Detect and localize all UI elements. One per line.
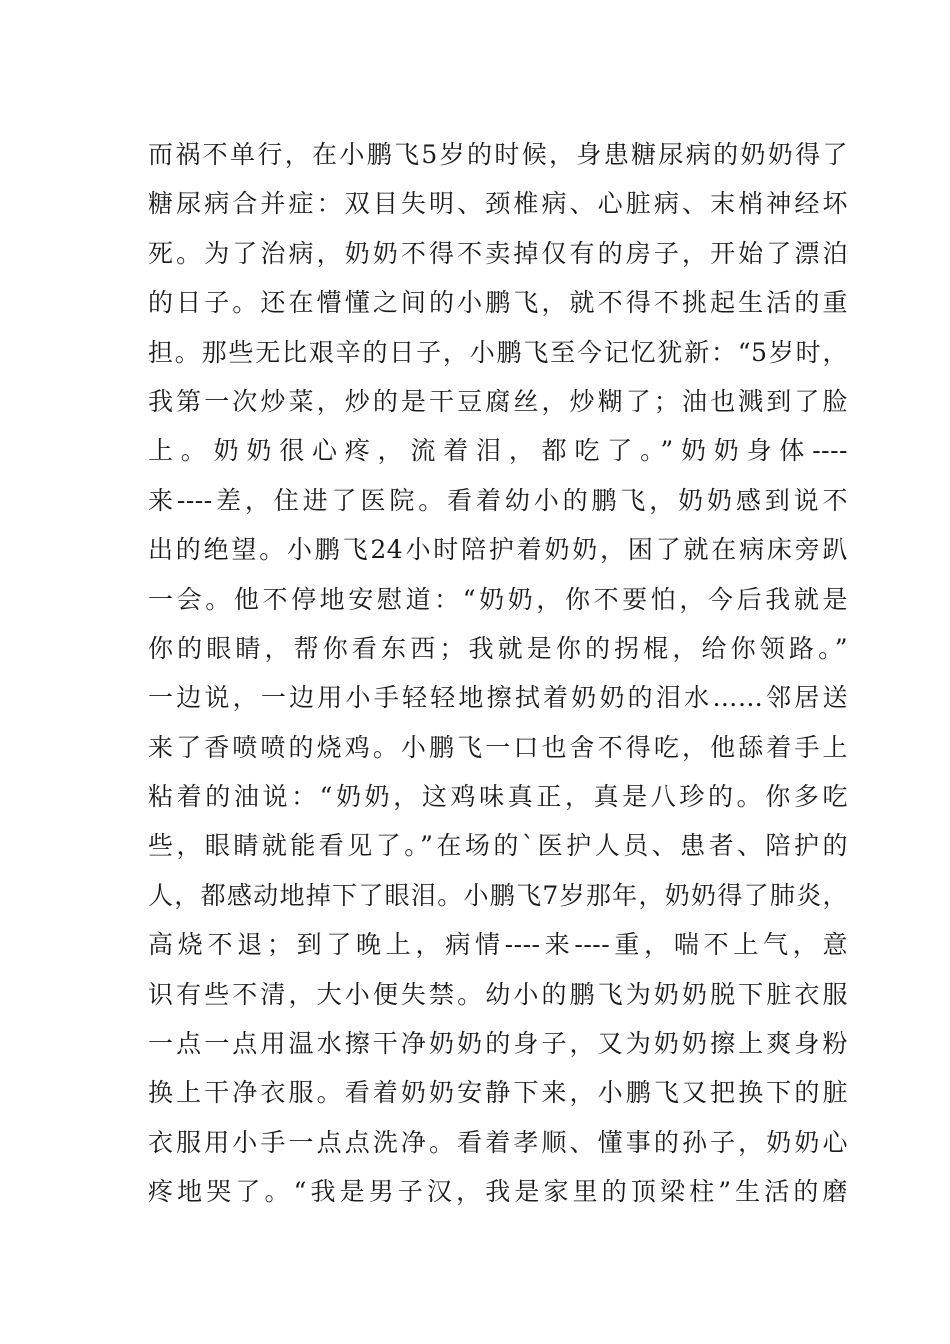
text-line: 出的绝望。小鹏飞24小时陪护着奶奶，困了就在病床旁趴	[148, 535, 848, 565]
text-line: 死。为了治病，奶奶不得不卖掉仅有的房子，开始了漂泊	[148, 238, 848, 268]
text-line: 一会。他不停地安慰道：“奶奶，你不要怕，今后我就是	[148, 584, 848, 614]
text-line: 人，都感动地掉下了眼泪。小鹏飞7岁那年，奶奶得了肺炎，	[148, 880, 848, 910]
text-line: 你的眼睛，帮你看东西；我就是你的拐棍，给你领路。”	[148, 633, 848, 663]
text-line: 来----差，住进了医院。看着幼小的鹏飞，奶奶感到说不	[148, 485, 848, 515]
text-line: 高烧不退；到了晚上，病情----来----重，喘不上气，意	[148, 930, 848, 960]
text-line: 担。那些无比艰辛的日子，小鹏飞至今记忆犹新：“5岁时，	[148, 337, 848, 367]
body-text	[148, 130, 848, 1217]
text-line: 衣服用小手一点点洗净。看着孝顺、懂事的孙子，奶奶心	[148, 1127, 848, 1157]
text-line: 来了香喷喷的烧鸡。小鹏飞一口也舍不得吃，他舔着手上	[148, 732, 848, 762]
text-line: 而祸不单行，在小鹏飞5岁的时候，身患糖尿病的奶奶得了	[148, 140, 848, 169]
text-line: 识有些不清，大小便失禁。幼小的鹏飞为奶奶脱下脏衣服	[148, 979, 848, 1009]
text-line: 的日子。还在懵懂之间的小鹏飞，就不得不挑起生活的重	[148, 288, 848, 318]
text-line: 一边说，一边用小手轻轻地擦拭着奶奶的泪水……邻居送	[148, 683, 848, 713]
text-line: 一点一点用温水擦干净奶奶的身子，又为奶奶擦上爽身粉	[148, 1029, 848, 1059]
text-line: 我第一次炒菜，炒的是干豆腐丝，炒糊了；油也溅到了脸	[148, 386, 848, 416]
text-line: 糖尿病合并症：双目失明、颈椎病、心脏病、末梢神经坏	[148, 189, 848, 219]
text-line: 些，眼睛就能看见了。”在场的`医护人员、患者、陪护的	[148, 831, 848, 861]
text-line: 粘着的油说：“奶奶，这鸡味真正，真是八珍的。你多吃	[148, 782, 848, 812]
text-line: 疼地哭了。“我是男子汉，我是家里的顶梁柱”生活的磨	[148, 1177, 848, 1207]
text-line: 上。奶奶很心疼，流着泪，都吃了。”奶奶身体----	[148, 436, 848, 466]
text-line: 换上干净衣服。看着奶奶安静下来，小鹏飞又把换下的脏	[148, 1078, 848, 1108]
